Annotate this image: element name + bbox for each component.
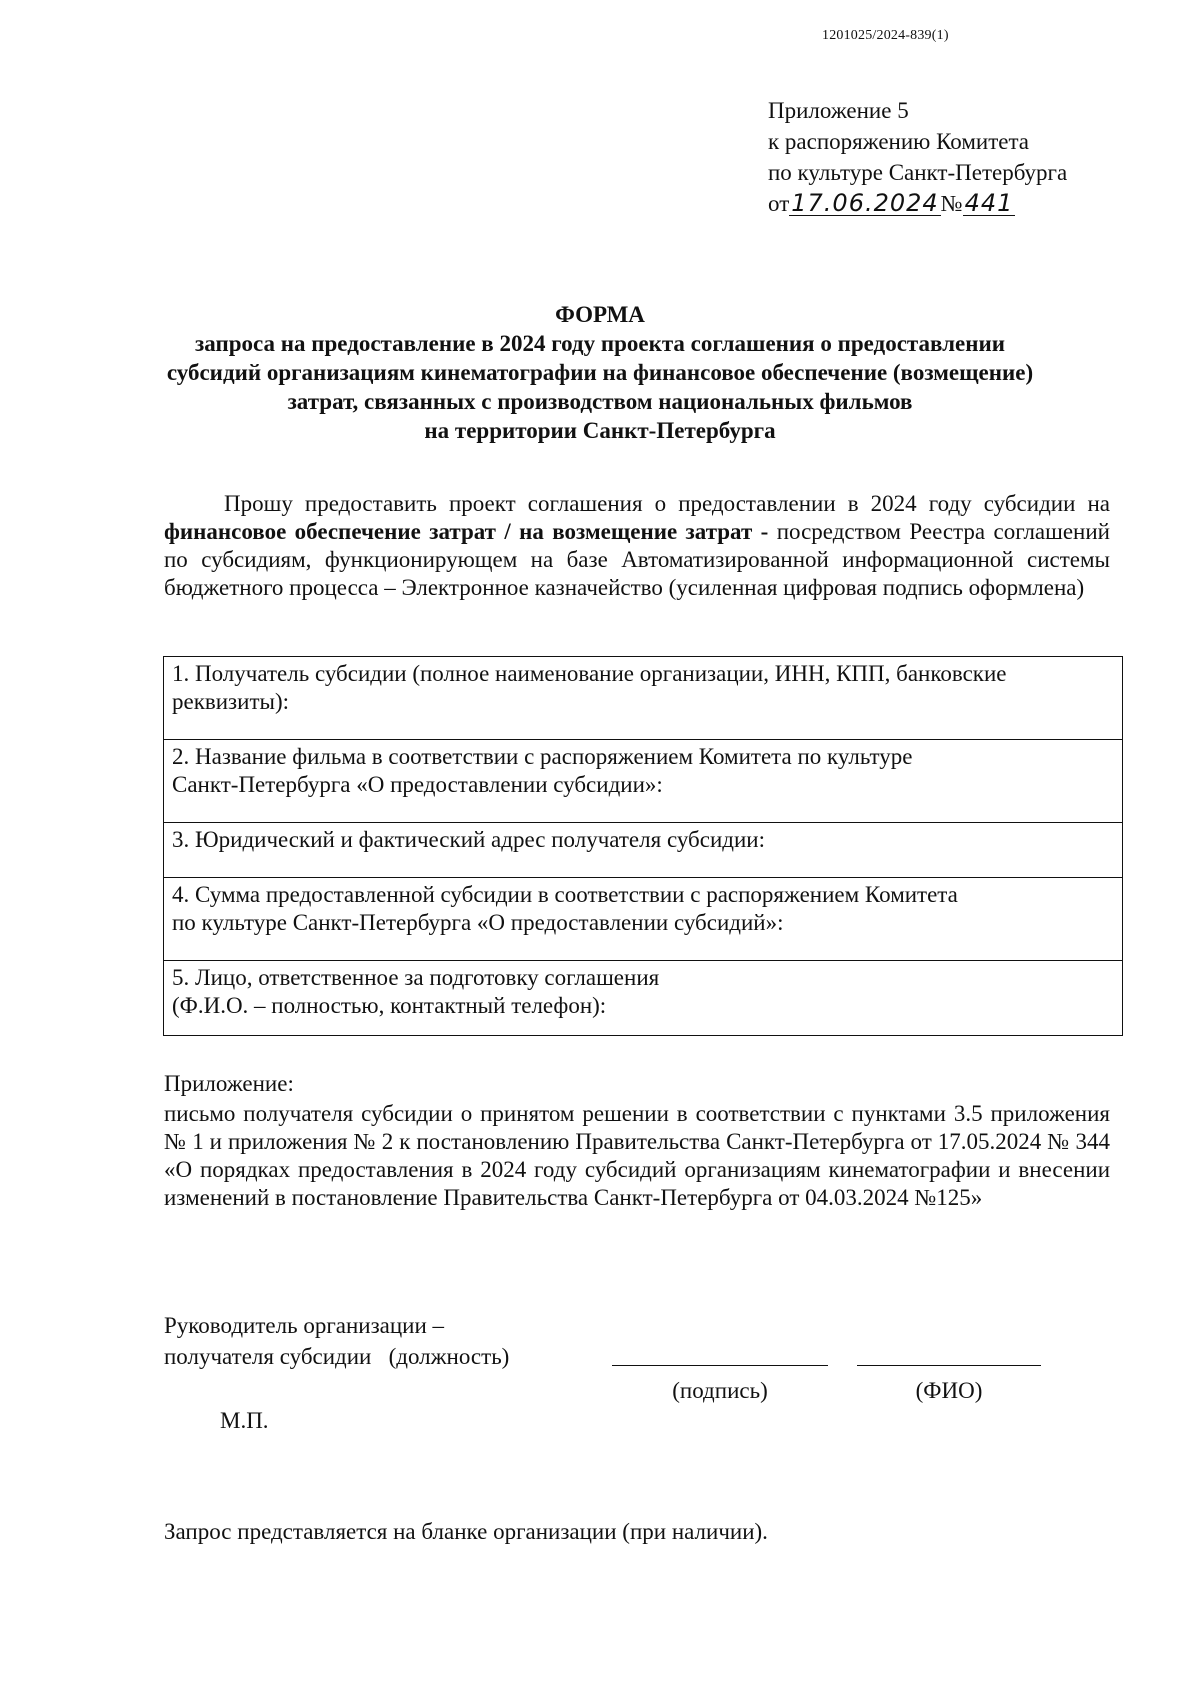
signatory-block [164,1310,509,1372]
signature-line[interactable] [612,1365,828,1366]
responsible-person-label-line-1: 5. Лицо, ответственное за подготовку соглашения [172,965,660,990]
attachment-text: письмо получателя субсидии о принятом решении в соответствии с пунктами 3.5 приложения № 1 и приложения № 2 к постановлению Правительства Санкт-Петербурга от 17.05.2024 № 344 «О порядках предоставления в 2024 году субсидий организациям кинематографии и внесении изменений в постановление Правительства Санкт-Петербурга от 04.03.2024 №125» [164,1101,1110,1210]
request-paragraph [164,490,1110,602]
form-subtitle-line-3: затрат, связанных с производством национальных фильмов [287,389,913,414]
request-text-start: Прошу предоставить проект соглашения о предоставлении в 2024 году субсидии на [224,491,1110,516]
form-subtitle-line-4: на территории Санкт-Петербурга [424,418,776,443]
form-subtitle-line-2: субсидий организациям кинематографии на финансовое обеспечение (возмещение) [166,360,1034,385]
form-subtitle-line-1: запроса на предоставление в 2024 году проекта соглашения о предоставлении [195,331,1005,356]
appendix-date-line [768,188,1067,219]
subsidy-amount-label-line-2: по культуре Санкт-Петербурга «О предоставлении субсидий»: [172,910,784,935]
appendix-line-1: Приложение 5 [768,98,909,123]
form-heading: ФОРМА [555,302,645,327]
signatory-line-2: получателя субсидии (должность) [164,1344,510,1369]
fio-line[interactable] [857,1365,1041,1366]
film-title-label-line-1: 2. Название фильма в соответствии с распоряжением Комитета по культуре [172,744,913,769]
appendix-line-2: к распоряжению Комитета [768,129,1029,154]
table-row [164,961,1123,1036]
table-row [164,740,1123,823]
seal-placeholder: М.П. [220,1408,269,1433]
form-title [0,300,1200,445]
request-bold-text: финансовое обеспечение затрат / на возмещение затрат - [164,519,769,544]
responsible-person-label-line-2: (Ф.И.О. – полностью, контактный телефон): [172,993,607,1018]
recipient-field-label: 1. Получатель субсидии (полное наименование организации, ИНН, КПП, банковские реквизиты): [172,661,1007,714]
from-prefix: от [768,191,790,216]
attachment-heading: Приложение: [164,1071,294,1096]
fio-caption: (ФИО) [915,1378,983,1403]
signature-caption: (подпись) [672,1378,768,1403]
number-sign: № [940,191,963,216]
signatory-line-1: Руководитель организации – [164,1313,445,1338]
document-number: 1201025/2024-839(1) [822,28,949,43]
recipient-field[interactable] [164,657,1123,740]
subsidy-amount-label-line-1: 4. Сумма предоставленной субсидии в соответствии с распоряжением Комитета [172,882,958,907]
table-row [164,657,1123,740]
film-title-field[interactable] [164,740,1123,823]
appendix-line-3: по культуре Санкт-Петербурга [768,160,1068,185]
table-row [164,878,1123,961]
subsidy-amount-field[interactable] [164,878,1123,961]
table-row [164,823,1123,878]
appendix-reference [768,95,1067,219]
handwritten-number: 441 [964,189,1014,217]
footer-note: Запрос представляется на бланке организации (при наличии). [164,1519,768,1544]
address-field-label: 3. Юридический и фактический адрес получателя субсидии: [172,827,765,852]
responsible-person-field[interactable] [164,961,1123,1036]
film-title-label-line-2: Санкт-Петербурга «О предоставлении субсидии»: [172,772,663,797]
handwritten-date: 17.06.2024 [791,189,939,217]
address-field[interactable] [164,823,1123,878]
form-fields-table [163,656,1123,1036]
request-text-end: посредством Реестра соглашений по субсидиям, функционирующем на базе Автоматизированной информационной системы бюджетного процесса – Электронное казначейство (усиленная цифровая подпись оформлена) [164,519,1110,600]
